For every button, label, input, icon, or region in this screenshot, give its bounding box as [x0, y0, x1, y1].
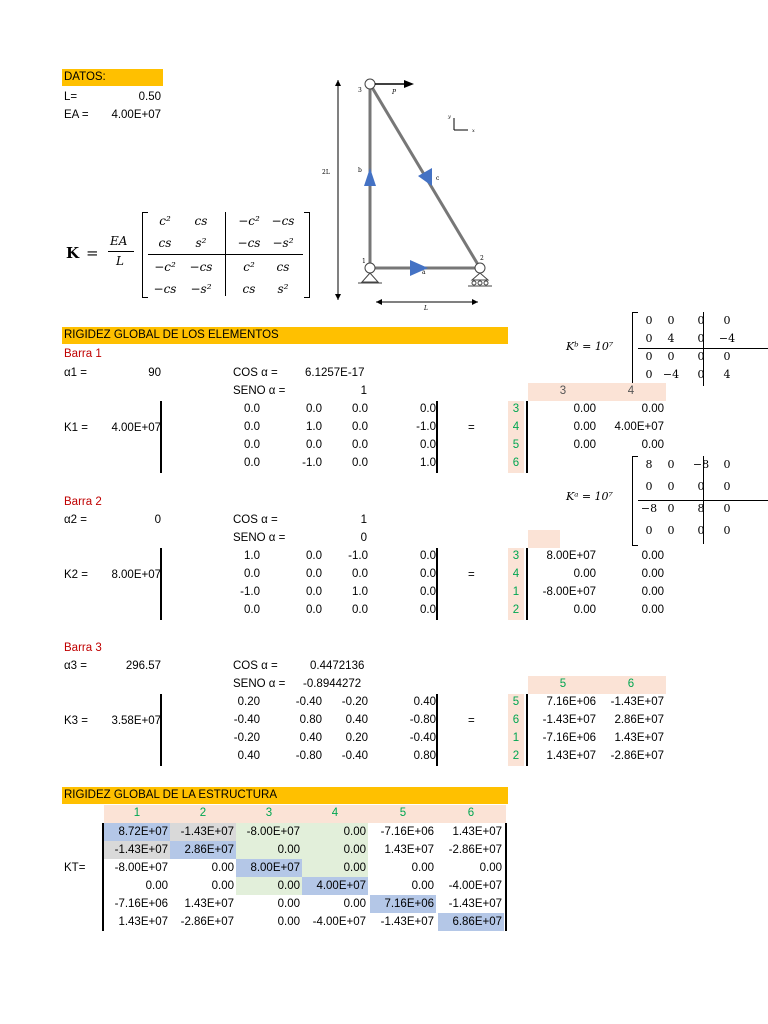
barra2-alpha: 0	[154, 514, 161, 526]
barra3-matrix-cell: 0.40	[299, 732, 322, 744]
barra3-alpha-label: α3 =	[64, 660, 87, 672]
formula-entry: −cs	[153, 282, 177, 296]
kt-cell: -2.86E+07	[180, 916, 234, 928]
kb-entry: 0	[697, 350, 705, 363]
kt-cell: 0.00	[343, 898, 366, 910]
barra3-matrix-cell: 0.40	[413, 696, 436, 708]
barra1-matrix-cell: -1.0	[302, 457, 322, 469]
fig-label-x: x	[472, 128, 475, 134]
barra1-dof: 4	[512, 421, 520, 433]
barra3-matrix-cell: -0.20	[341, 696, 368, 708]
fig-label-2L: 2L	[322, 169, 330, 176]
barra1-matrix-cell: -1.0	[416, 421, 436, 433]
barra2-result-bracket	[526, 548, 528, 620]
kt-cell: 6.86E+07	[452, 916, 502, 928]
EA-label: EA =	[64, 109, 89, 121]
barra2-k-value: 8.00E+07	[111, 569, 161, 581]
kt-col-header: 5	[399, 807, 407, 819]
barra2-dof: 2	[512, 604, 520, 616]
formula-entry: −s²	[190, 282, 212, 296]
L-label: L=	[64, 91, 78, 103]
barra1-k-label: K1 =	[64, 422, 88, 434]
ka-entry: 0	[723, 458, 731, 471]
kb-entry: −4	[662, 368, 680, 381]
barra1-bracket-left	[160, 401, 162, 473]
kt-cell: 0.00	[343, 862, 366, 874]
barra2-dof: 3	[512, 550, 520, 562]
kt-cell: 0.00	[277, 880, 300, 892]
barra3-matrix-cell: -0.20	[233, 732, 260, 744]
barra2-matrix-cell: 0.0	[420, 604, 436, 616]
kt-cell: 1.43E+07	[118, 916, 168, 928]
barra1-matrix-cell: 1.0	[306, 421, 322, 433]
barra2-matrix-cell: -1.0	[240, 586, 260, 598]
kt-bracket-left	[102, 823, 104, 931]
fig-label-b: b	[358, 167, 362, 174]
barra1-matrix-cell: 0.0	[306, 403, 322, 415]
barra3-result-cell: -2.86E+07	[610, 750, 664, 762]
formula-entry: s²	[277, 282, 289, 296]
arrow-b	[364, 168, 376, 186]
barra2-matrix-cell: 0.0	[306, 568, 322, 580]
barra2-cos: 1	[360, 514, 367, 526]
barra1-result-cell: 0.00	[641, 439, 664, 451]
barra3-matrix-cell: -0.40	[341, 750, 368, 762]
kb-entry: 4	[723, 368, 731, 381]
ka-entry: 0	[645, 524, 653, 537]
barra3-title: Barra 3	[64, 642, 102, 654]
kb-entry: 0	[723, 314, 731, 327]
barra3-matrix-cell: -0.40	[409, 732, 436, 744]
barra2-result-cell: 0.00	[641, 586, 664, 598]
barra1-result-cell: 0.00	[573, 439, 596, 451]
barra1-k-value: 4.00E+07	[111, 422, 161, 434]
barra3-matrix-cell: -0.80	[295, 750, 322, 762]
barra2-matrix-cell: 1.0	[244, 550, 260, 562]
barra1-title: Barra 1	[64, 348, 102, 360]
kt-cell: 0.00	[343, 826, 366, 838]
kt-cell: 0.00	[211, 880, 234, 892]
kt-cell: -1.43E+07	[180, 826, 234, 838]
barra3-cos: 0.4472136	[310, 660, 365, 672]
barra2-matrix-cell: 0.0	[306, 604, 322, 616]
barra3-matrix-cell: 0.80	[413, 750, 436, 762]
section-structure-header: RIGIDEZ GLOBAL DE LA ESTRUCTURA	[62, 787, 508, 804]
barra2-matrix-cell: 0.0	[420, 550, 436, 562]
barra1-cos-label: COS α =	[233, 367, 278, 379]
barra2-bracket-right	[436, 548, 438, 620]
barra3-equals: =	[468, 715, 475, 727]
barra2-alpha-label: α2 =	[64, 514, 87, 526]
ka-entry: −8	[640, 502, 658, 515]
kb-entry: 0	[667, 314, 675, 327]
barra2-matrix-cell: 1.0	[352, 586, 368, 598]
kt-cell: 0.00	[411, 880, 434, 892]
barra2-matrix-cell: 0.0	[420, 568, 436, 580]
EA-value: 4.00E+07	[111, 109, 161, 121]
kt-cell: -2.86E+07	[448, 844, 502, 856]
kt-cell: 2.86E+07	[184, 844, 234, 856]
ka-entry: 0	[667, 524, 675, 537]
kt-cell: -4.00E+07	[448, 880, 502, 892]
kb-entry: 0	[645, 368, 653, 381]
section-elements-header: RIGIDEZ GLOBAL DE LOS ELEMENTOS	[62, 327, 508, 344]
barra3-result-cell: 2.86E+07	[614, 714, 664, 726]
barra1-equals: =	[468, 422, 475, 434]
barra2-title: Barra 2	[64, 496, 102, 508]
barra3-dof: 2	[512, 750, 520, 762]
barra1-result-cell: 0.00	[573, 421, 596, 433]
ka-entry: 0	[667, 458, 675, 471]
barra2-result-cell: 0.00	[573, 568, 596, 580]
formula-entry: s²	[195, 236, 207, 250]
kt-cell: -8.00E+07	[246, 826, 300, 838]
formula-entry: cs	[158, 236, 172, 250]
barra1-matrix-cell: 0.0	[352, 439, 368, 451]
barra3-bracket-right	[436, 694, 438, 766]
barra3-result-cell: -1.43E+07	[542, 714, 596, 726]
kb-entry: 0	[697, 314, 705, 327]
barra1-matrix-cell: 0.0	[306, 439, 322, 451]
barra3-matrix-cell: -0.40	[233, 714, 260, 726]
barra1-sin-label: SENO α =	[233, 385, 286, 397]
barra3-bracket-left	[160, 694, 162, 766]
barra1-result-cell: 0.00	[573, 403, 596, 415]
kt-cell: -8.00E+07	[114, 862, 168, 874]
barra3-matrix-cell: 0.80	[299, 714, 322, 726]
barra3-dof: 5	[512, 696, 520, 708]
ka-entry: 0	[667, 502, 675, 515]
fig-label-2: 2	[480, 255, 484, 262]
barra1-sin: 1	[360, 385, 367, 397]
barra3-k-value: 3.58E+07	[111, 715, 161, 727]
kb-entry: 0	[723, 350, 731, 363]
barra3-cos-label: COS α =	[233, 660, 278, 672]
barra2-matrix-cell: -1.0	[348, 550, 368, 562]
kt-cell: -7.16E+06	[380, 826, 434, 838]
barra1-dof: 5	[512, 439, 520, 451]
kt-cell: 4.00E+07	[316, 880, 366, 892]
kt-label: KT=	[64, 862, 86, 874]
kb-entry: 0	[697, 368, 705, 381]
barra3-matrix-cell: 0.40	[237, 750, 260, 762]
barra2-result-cell: 0.00	[573, 604, 596, 616]
barra2-sin-label: SENO α =	[233, 532, 286, 544]
kt-cell: -7.16E+06	[114, 898, 168, 910]
barra1-cos: 6.1257E-17	[305, 367, 365, 379]
kb-entry: −4	[718, 332, 736, 345]
barra2-matrix-cell: 0.0	[420, 586, 436, 598]
barra1-matrix-cell: 0.0	[244, 421, 260, 433]
kt-cell: 0.00	[211, 862, 234, 874]
fig-label-a: a	[422, 269, 426, 276]
barra1-matrix-cell: 0.0	[244, 439, 260, 451]
barra1-result-cell: 4.00E+07	[614, 421, 664, 433]
kt-cell: 0.00	[277, 898, 300, 910]
kt-cell: 0.00	[343, 844, 366, 856]
formula-entry: cs	[276, 260, 290, 274]
barra2-result-cell: 0.00	[641, 568, 664, 580]
formula-entry: c²	[159, 214, 171, 228]
barra2-matrix-cell: 0.0	[306, 586, 322, 598]
L-value: 0.50	[138, 91, 161, 103]
kb-entry: 4	[667, 332, 675, 345]
kb-entry: 0	[645, 350, 653, 363]
kt-cell: 8.00E+07	[250, 862, 300, 874]
ka-entry: 0	[723, 480, 731, 493]
ka-entry: −8	[692, 458, 710, 471]
formula-entry: cs	[242, 282, 256, 296]
barra3-colhdr: 6	[627, 678, 635, 690]
barra2-result-cell: -8.00E+07	[542, 586, 596, 598]
barra1-matrix-cell: 0.0	[244, 457, 260, 469]
barra3-matrix-cell: -0.40	[295, 696, 322, 708]
formula-entry: cs	[194, 214, 208, 228]
kt-col-header: 2	[199, 807, 207, 819]
ka-entry: 0	[723, 524, 731, 537]
kb-entry: 0	[697, 332, 705, 345]
barra3-colhdr: 5	[559, 678, 567, 690]
barra2-matrix-cell: 0.0	[306, 550, 322, 562]
formula-entry: −cs	[237, 236, 261, 250]
kt-cell: 0.00	[145, 880, 168, 892]
kt-cell: 1.43E+07	[184, 898, 234, 910]
fig-label-c: c	[436, 175, 440, 182]
barra3-result-cell: 7.16E+06	[546, 696, 596, 708]
barra1-matrix-cell: 0.0	[244, 403, 260, 415]
barra3-result-cell: -7.16E+06	[542, 732, 596, 744]
datos-header: DATOS:	[62, 69, 163, 86]
kt-cell: 0.00	[277, 844, 300, 856]
kt-cell: 1.43E+07	[452, 826, 502, 838]
formula-entry: −cs	[189, 260, 213, 274]
ka-entry: 0	[697, 524, 705, 537]
barra3-matrix-cell: 0.40	[345, 714, 368, 726]
kt-cell: 0.00	[277, 916, 300, 928]
kt-cell: -1.43E+07	[114, 844, 168, 856]
barra3-sin: -0.8944272	[303, 678, 362, 690]
kb-entry: 0	[645, 314, 653, 327]
formula-entry: −cs	[271, 214, 295, 228]
barra1-matrix-cell: 0.0	[352, 457, 368, 469]
barra3-result-cell: -1.43E+07	[610, 696, 664, 708]
ka-entry: 0	[667, 480, 675, 493]
kt-cell: 8.72E+07	[118, 826, 168, 838]
k-formula: K = EA L c² cs −c² −cs cs s² −cs −s² −c² −cs c² cs −cs −s² cs s²	[66, 206, 316, 302]
kb-entry: 0	[667, 350, 675, 363]
kt-cell: 0.00	[479, 862, 502, 874]
barra1-result-bracket	[526, 401, 528, 473]
barra3-dof: 6	[512, 714, 520, 726]
ka-entry: 0	[723, 502, 731, 515]
barra1-matrix-cell: 0.0	[420, 403, 436, 415]
ka-entry: 8	[697, 502, 705, 515]
barra1-alpha-label: α1 =	[64, 367, 87, 379]
barra2-dof: 4	[512, 568, 520, 580]
barra1-colhdr: 4	[627, 385, 635, 397]
ka-entry: 8	[645, 458, 653, 471]
barra3-dof: 1	[512, 732, 520, 744]
barra2-k-label: K2 =	[64, 569, 88, 581]
kt-cell: -1.43E+07	[448, 898, 502, 910]
kt-col-header: 1	[133, 807, 141, 819]
barra3-matrix-cell: -0.80	[409, 714, 436, 726]
barra1-matrix-cell: 1.0	[420, 457, 436, 469]
kt-cell: 0.00	[411, 862, 434, 874]
formula-entry: −c²	[154, 260, 176, 274]
formula-entry: −s²	[272, 236, 294, 250]
barra2-matrix-cell: 0.0	[352, 604, 368, 616]
fig-label-1: 1	[362, 258, 366, 265]
barra3-sin-label: SENO α =	[233, 678, 286, 690]
kb-matrix: Kᵇ = 10⁷ 0 0 0 0 0 4 0 −4 0 0 0 0 0 −4 0 4	[560, 310, 768, 388]
kb-entry: 0	[645, 332, 653, 345]
barra3-alpha: 296.57	[125, 660, 161, 672]
barra2-matrix-cell: 0.0	[244, 604, 260, 616]
barra2-dof: 1	[512, 586, 520, 598]
fig-label-L: L	[424, 305, 428, 312]
barra1-matrix-cell: 0.0	[352, 403, 368, 415]
barra1-alpha: 90	[148, 367, 161, 379]
barra3-result-cell: 1.43E+07	[546, 750, 596, 762]
kt-col-header: 4	[331, 807, 339, 819]
barra2-bracket-left	[160, 548, 162, 620]
fig-label-P: P	[392, 89, 397, 96]
kt-cell: -1.43E+07	[380, 916, 434, 928]
barra2-equals: =	[468, 569, 475, 581]
barra2-matrix-cell: 0.0	[352, 568, 368, 580]
kt-cell: 1.43E+07	[384, 844, 434, 856]
ka-matrix: Kᵃ = 10⁷ 8 0 −8 0 0 0 0 0 −8 0 8 0 0 0 0 0	[560, 454, 768, 546]
barra2-cos-label: COS α =	[233, 514, 278, 526]
formula-entry: c²	[243, 260, 255, 274]
barra2-matrix-cell: 0.0	[244, 568, 260, 580]
barra1-dof: 6	[512, 457, 520, 469]
barra2-result-cell: 8.00E+07	[546, 550, 596, 562]
barra2-sin: 0	[360, 532, 367, 544]
barra3-matrix-cell: 0.20	[345, 732, 368, 744]
truss-diagram	[318, 72, 508, 312]
kt-cell: -4.00E+07	[312, 916, 366, 928]
barra1-bracket-right	[436, 401, 438, 473]
barra1-result-cell: 0.00	[641, 403, 664, 415]
barra1-matrix-cell: 0.0	[352, 421, 368, 433]
barra3-result-cell: 1.43E+07	[614, 732, 664, 744]
barra1-matrix-cell: 0.0	[420, 439, 436, 451]
barra1-dof: 3	[512, 403, 520, 415]
ka-entry: 0	[697, 480, 705, 493]
kt-cell: 7.16E+06	[384, 898, 434, 910]
barra3-matrix-cell: 0.20	[237, 696, 260, 708]
formula-entry: −c²	[238, 214, 260, 228]
barra3-k-label: K3 =	[64, 715, 88, 727]
fig-label-3: 3	[358, 87, 362, 94]
kt-col-header: 3	[265, 807, 273, 819]
fig-label-y: y	[448, 114, 451, 120]
barra2-result-cell: 0.00	[641, 550, 664, 562]
barra1-colhdr: 3	[559, 385, 567, 397]
barra2-result-cell: 0.00	[641, 604, 664, 616]
kt-bracket-right	[505, 823, 507, 931]
kt-col-header: 6	[467, 807, 475, 819]
barra3-result-bracket	[526, 694, 528, 766]
ka-entry: 0	[645, 480, 653, 493]
